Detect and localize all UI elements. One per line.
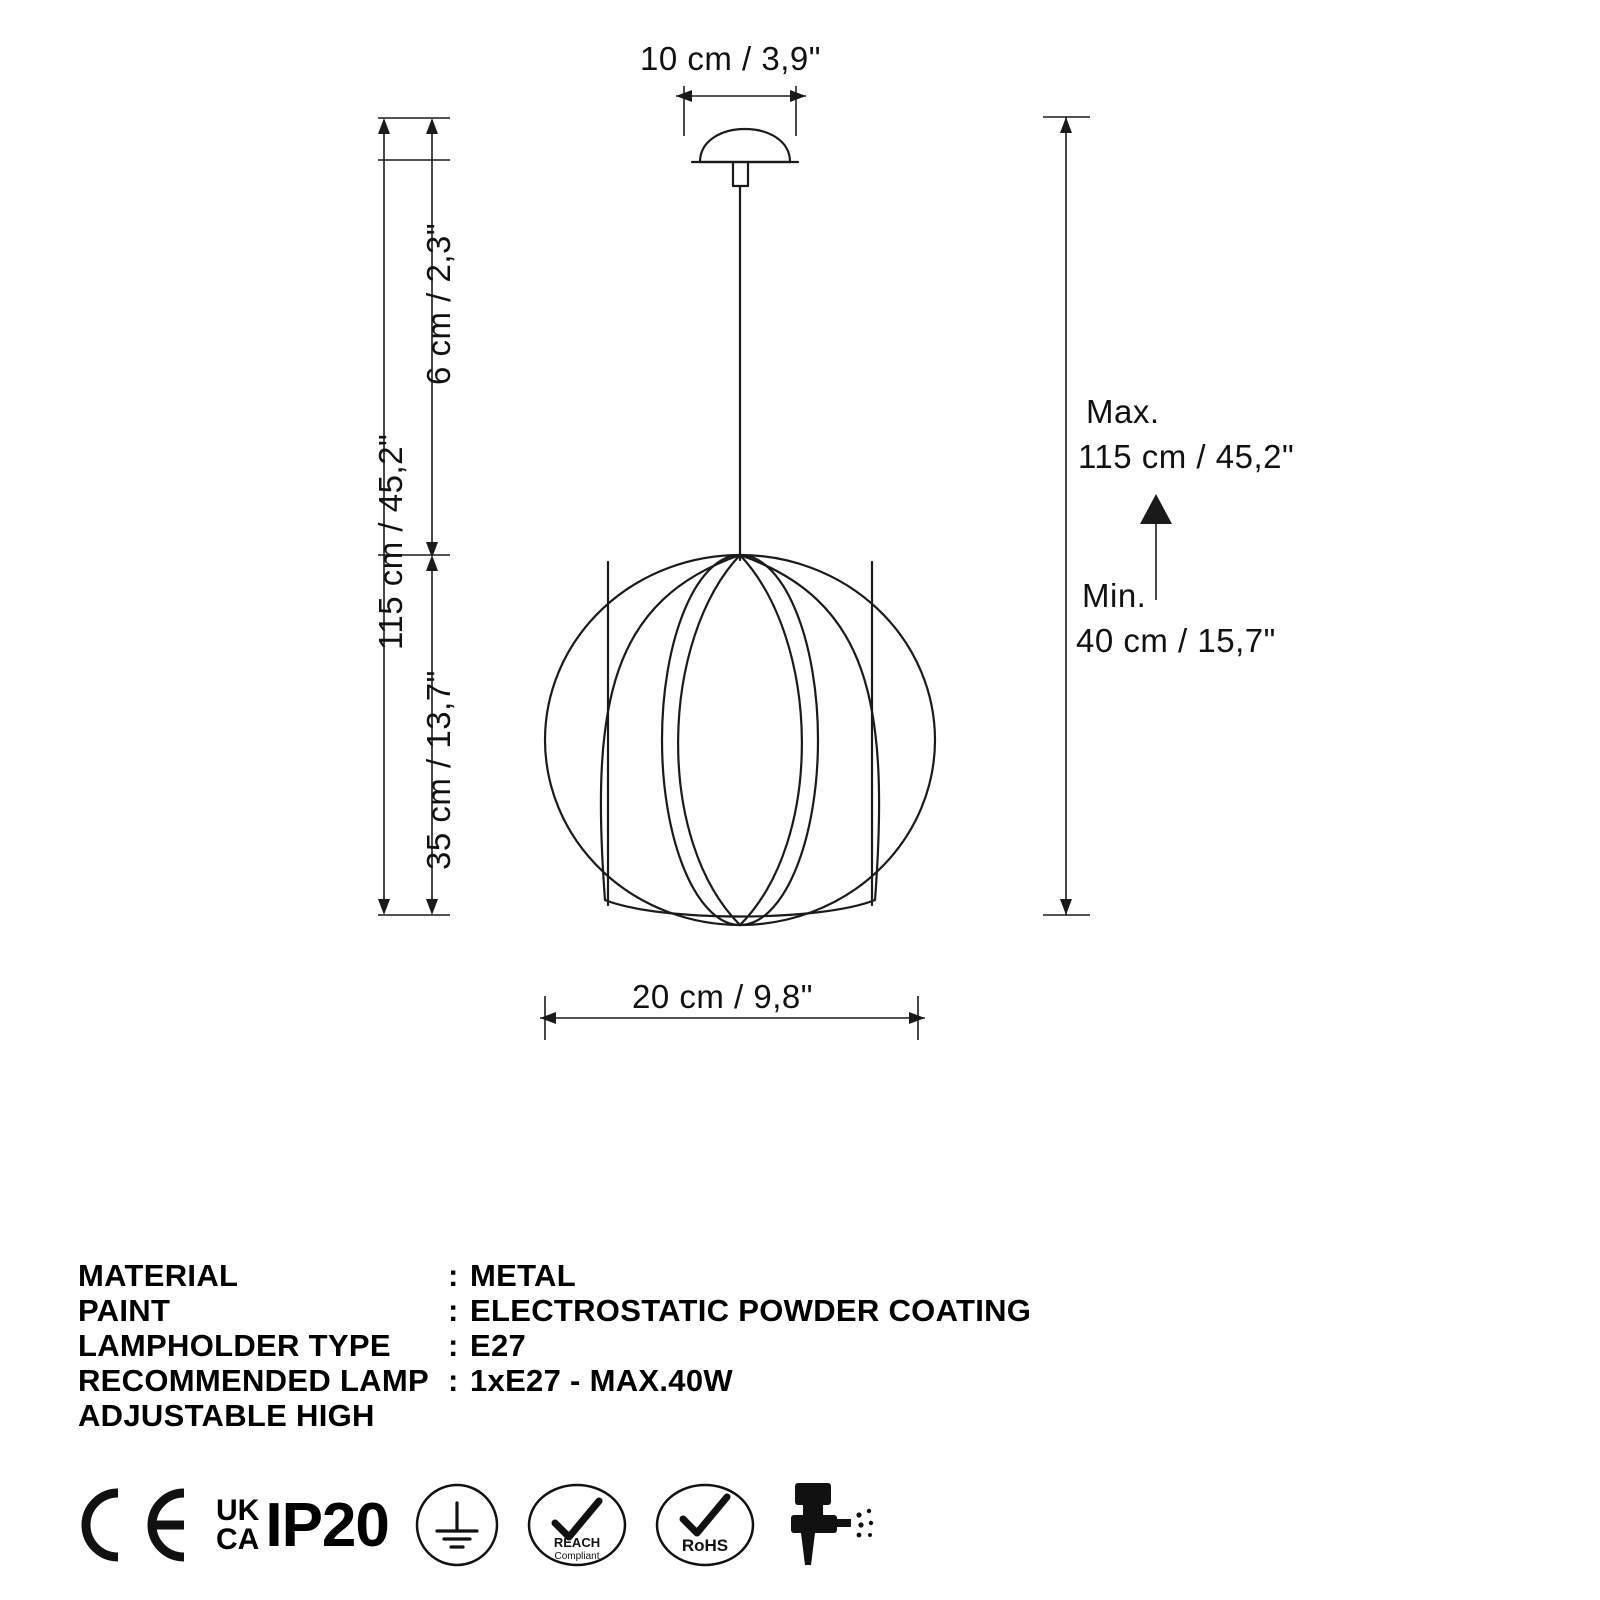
reach-compliant-icon bbox=[525, 1481, 629, 1569]
spec-key: MATERIAL bbox=[78, 1258, 239, 1293]
specification-table bbox=[78, 1258, 1031, 1433]
table-row bbox=[78, 1258, 1031, 1293]
spec-separator: : bbox=[448, 1363, 459, 1398]
ce-mark-icon bbox=[66, 1479, 196, 1571]
spec-key: PAINT bbox=[78, 1293, 171, 1328]
spec-value: ELECTROSTATIC POWDER COATING bbox=[470, 1293, 1032, 1328]
dim-canopy-width: 10 cm / 3,9" bbox=[640, 40, 821, 77]
powder-coating-spray-gun-icon bbox=[781, 1477, 877, 1573]
earth-ground-icon bbox=[413, 1481, 501, 1569]
ukca-line-2: CA bbox=[216, 1523, 260, 1556]
ip-rating-label: IP20 bbox=[265, 1490, 389, 1560]
spec-separator bbox=[448, 1398, 470, 1433]
spec-value: E27 bbox=[470, 1328, 527, 1363]
dim-total-height: 115 cm / 45,2" bbox=[372, 433, 409, 650]
spec-separator: : bbox=[448, 1328, 459, 1363]
dim-max-label: Max. bbox=[1086, 393, 1160, 430]
table-row bbox=[78, 1328, 1031, 1363]
table-row bbox=[78, 1293, 1031, 1328]
spec-key: LAMPHOLDER TYPE bbox=[78, 1328, 391, 1363]
spec-key: ADJUSTABLE HIGH bbox=[78, 1398, 375, 1433]
dim-shade-width: 20 cm / 9,8" bbox=[632, 978, 813, 1015]
ukca-mark bbox=[216, 1496, 259, 1554]
svg-text:REACH: REACH bbox=[553, 1535, 601, 1550]
svg-text:Compliant: Compliant bbox=[554, 1551, 600, 1562]
spec-separator: : bbox=[448, 1293, 459, 1328]
spec-value: 1xE27 - MAX.40W bbox=[470, 1363, 733, 1398]
table-row bbox=[78, 1398, 1031, 1433]
ukca-line-1: UK bbox=[216, 1494, 260, 1527]
certification-row bbox=[66, 1470, 877, 1580]
spec-key: RECOMMENDED LAMP bbox=[78, 1363, 429, 1398]
rohs-compliant-icon bbox=[653, 1481, 757, 1569]
spec-separator: : bbox=[448, 1258, 459, 1293]
table-row bbox=[78, 1363, 1031, 1398]
spec-value: METAL bbox=[470, 1258, 576, 1293]
svg-text:RoHS: RoHS bbox=[681, 1536, 729, 1555]
dim-min-value: 40 cm / 15,7" bbox=[1076, 622, 1276, 659]
dim-min-label: Min. bbox=[1082, 577, 1147, 614]
dim-max-value: 115 cm / 45,2" bbox=[1078, 438, 1295, 475]
dim-shade-height: 35 cm / 13,7" bbox=[420, 670, 457, 870]
dim-canopy-height: 6 cm / 2,3" bbox=[420, 222, 457, 385]
